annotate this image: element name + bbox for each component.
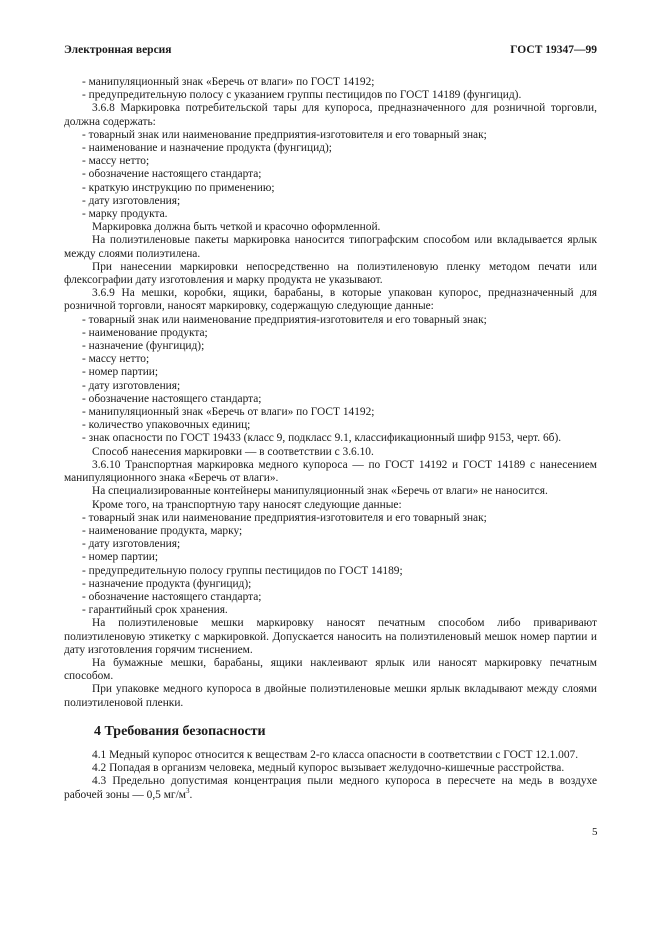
superscript: 3 — [185, 786, 190, 795]
list-item: - товарный знак или наименование предприятия-изготовителя и его товарный знак; — [82, 313, 487, 326]
clause-3-6-8: 3.6.8 Маркировка потребительской тары для купороса, предназначенного для розничной торговли, должна содержать: — [64, 102, 597, 128]
list-item: - наименование продукта, марку; — [82, 524, 243, 537]
clause-3-6-10: 3.6.10 Транспортная маркировка медного купороса — по ГОСТ 14192 и ГОСТ 14189 с нанесением манипуляционного знака «Беречь от влаги». — [64, 458, 597, 485]
clause-4-1: 4.1 Медный купорос относится к веществам 2-го класса опасности в соответствии с ГОСТ 12.1.007. — [92, 748, 579, 761]
paragraph: При упаковке медного купороса в двойные полиэтиленовые мешки ярлык вкладывают между слоями полиэтиленовой пленки. — [64, 683, 597, 709]
list-item: - товарный знак или наименование предприятия-изготовителя и его товарный знак; — [82, 511, 487, 524]
paragraph: На специализированные контейнеры манипуляционный знак «Беречь от влаги» не наносится. — [92, 485, 548, 498]
list-item: - массу нетто; — [82, 155, 150, 168]
list-item: - манипуляционный знак «Беречь от влаги» по ГОСТ 14192; — [82, 406, 375, 419]
list-item: - манипуляционный знак «Беречь от влаги» по ГОСТ 14192; — [82, 76, 375, 88]
clause-3-6-9: 3.6.9 На мешки, коробки, ящики, барабаны, в которые упакован купорос, предназначенный для розничной торговли, наносят маркировку, содержащую следующие данные: — [64, 287, 597, 313]
list-item: - дату изготовления; — [82, 538, 181, 551]
list-item: - предупредительную полосу группы пестицидов по ГОСТ 14189; — [82, 564, 403, 577]
clause-4-2: 4.2 Попадая в организм человека, медный купорос вызывает желудочно-кишечные расстройства. — [92, 762, 565, 775]
page-number: 5 — [592, 826, 598, 838]
list-item: - дату изготовления; — [82, 194, 181, 207]
list-item: - предупредительную полосу с указанием группы пестицидов по ГОСТ 14189 (фунгицид). — [82, 89, 522, 102]
list-item-danger-sign: - знак опасности по ГОСТ 19433 (класс 9, подкласс 9.1, классификационный шифр 9153, черт. 6б). — [82, 432, 562, 445]
list-item: - массу нетто; — [82, 353, 150, 366]
list-item: - наименование и назначение продукта (фунгицид); — [82, 142, 332, 155]
clause-4-3-end: . — [189, 788, 193, 801]
list-item: - номер партии; — [82, 551, 159, 564]
list-item: - обозначение настоящего стандарта; — [82, 392, 262, 405]
paragraph: На бумажные мешки, барабаны, ящики наклеивают ярлык или наносят маркировку печатным способом. — [64, 656, 597, 683]
paragraph: Маркировка должна быть четкой и красочно оформленной. — [92, 221, 381, 234]
list-item: - обозначение настоящего стандарта; — [82, 590, 262, 603]
section-heading: 4 Требования безопасности — [94, 723, 266, 739]
list-item: - марку продукта. — [82, 208, 168, 221]
paragraph: Кроме того, на транспортную тару наносят следующие данные: — [92, 498, 402, 511]
paragraph: На полиэтиленовые мешки маркировку наносят печатным способом либо приваривают полиэтиленовую этикетку с маркировкой. Допускается наносить на полиэтиленовый мешок номер партии и дату изготовления горячим тиснением. — [64, 617, 597, 656]
page-header — [64, 44, 597, 62]
clause-4-3-text: 4.3 Предельно допустимая концентрация пыли медного купороса в пересчете на медь в воздухе рабочей зоны — 0,5 мг/м — [64, 775, 597, 801]
list-item: - номер партии; — [82, 366, 159, 379]
header-edition-label: Электронная версия — [64, 44, 172, 56]
clause-4-3 — [64, 775, 597, 801]
paragraph: При нанесении маркировки непосредственно на полиэтиленовую пленку методом печати или флексографии дату изготовления и марку продукта не указывают. — [64, 260, 597, 287]
header-standard-number: ГОСТ 19347—99 — [510, 44, 597, 56]
list-item: - наименование продукта; — [82, 326, 208, 339]
list-item: - краткую инструкцию по применению; — [82, 181, 275, 194]
document-body — [64, 76, 597, 802]
list-item: - гарантийный срок хранения. — [82, 604, 228, 617]
list-item: - товарный знак или наименование предприятия-изготовителя и его товарный знак; — [82, 128, 487, 141]
list-item: - назначение продукта (фунгицид); — [82, 577, 252, 590]
list-item: - назначение (фунгицид); — [82, 340, 205, 353]
paragraph: На полиэтиленовые пакеты маркировка наносится типографским способом или вкладывается ярлык между слоями полиэтилена. — [64, 234, 597, 260]
paragraph: Способ нанесения маркировки — в соответствии с 3.6.10. — [92, 445, 374, 458]
list-item: - обозначение настоящего стандарта; — [82, 168, 262, 181]
list-item: - количество упаковочных единиц; — [82, 419, 251, 432]
list-item: - дату изготовления; — [82, 379, 181, 392]
